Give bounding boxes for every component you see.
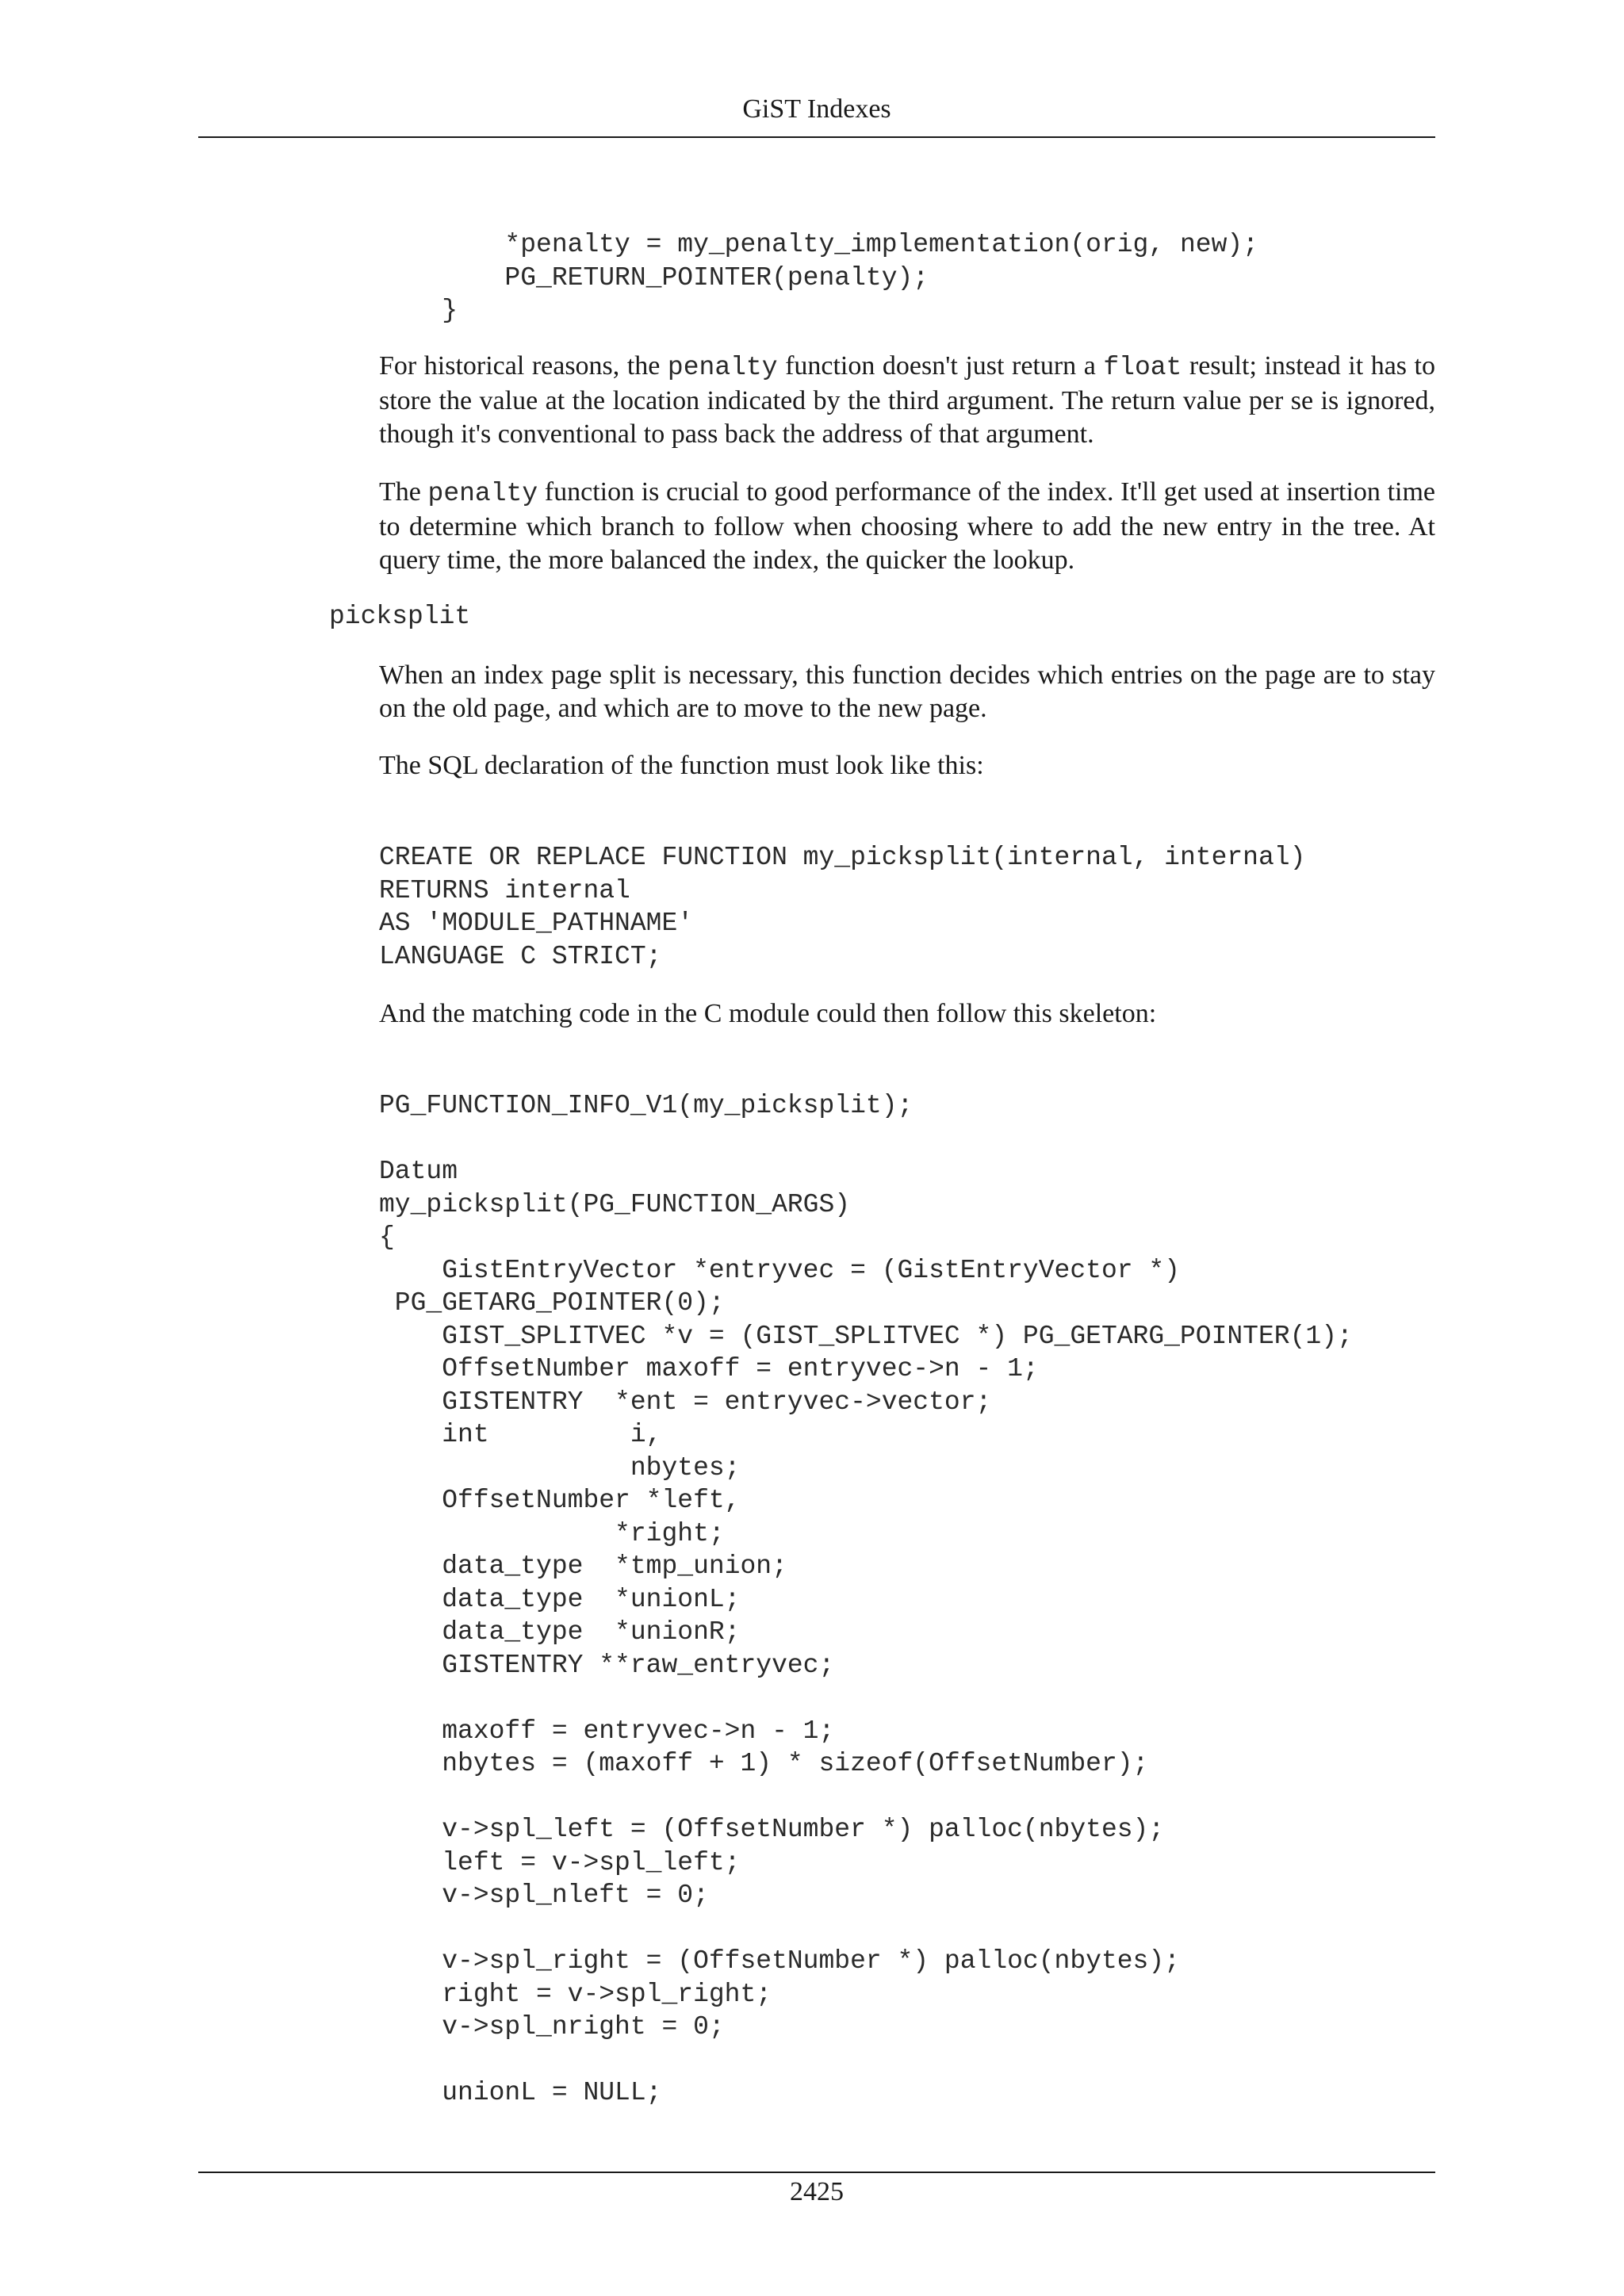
footer-rule [198,2172,1435,2173]
term-picksplit: picksplit [329,602,471,631]
paragraph-penalty-performance [379,476,1435,577]
para2-text-1: The [379,477,428,507]
para1-text-1: For historical reasons, the [379,351,668,381]
inline-code-penalty: penalty [427,479,538,508]
page-number: 2425 [790,2177,844,2206]
code-block-c-skeleton: PG_FUNCTION_INFO_V1(my_picksplit); Datum my_picksplit(PG_FUNCTION_ARGS) { GistEntryVector *entryvec = (GistEntryVector *) PG_GETARG_POINTER(0); GIST_SPLITVEC *v = (GIST_SPLITVEC *) PG_GETARG_POINTER(1); OffsetNumber maxoff = entryvec->n - 1; GISTENTRY *ent = entryvec->vector; int i, nbytes; OffsetNumber *left, *right; data_type *tmp_union; data_type *unionL; data_type *unionR; GISTENTRY **raw_entryvec; maxoff = entryvec->n - 1; nbytes = (maxoff + 1) * sizeof(OffsetNumber); v->spl_left = (OffsetNumber *) palloc(nbytes); left = v->spl_left; v->spl_nleft = 0; v->spl_right = (OffsetNumber *) palloc(nbytes); right = v->spl_right; v->spl_nright = 0; unionL = NULL; [379,1091,1353,2107]
code-block-penalty-tail: *penalty = my_penalty_implementation(orig, new); PG_RETURN_POINTER(penalty); } [442,230,1258,325]
inline-code-penalty: penalty [667,353,778,382]
paragraph-c-module-intro: And the matching code in the C module could then follow this skeleton: [379,999,1157,1028]
code-block-sql-declaration: CREATE OR REPLACE FUNCTION my_picksplit(internal, internal) RETURNS internal AS 'MODULE_PATHNAME' LANGUAGE C STRICT; [379,843,1306,971]
inline-code-float: float [1103,353,1182,382]
paragraph-sql-declaration-intro: The SQL declaration of the function must look like this: [379,751,984,780]
running-header: GiST Indexes [742,94,891,124]
paragraph-picksplit-description: When an index page split is necessary, this function decides which entries on the page are to stay on the old page, and which are to move to the new page. [379,660,1435,723]
header-rule [198,136,1435,138]
paragraph-historical-reasons [379,350,1435,451]
para2-text-2: function is crucial to good performance of the index. It'll get used at insertion time to determine which branch to follow when choosing where to add the new entry in the tree. At query time, the more balanced the index, the quicker the lookup. [379,477,1436,575]
para1-text-2: function doesn't just return a [777,351,1104,381]
para1-text-3: result; instead it has to store the value at the location indicated by the third argument. The return value per se is ignored, though it's conventional to pass back the address of that argument. [379,351,1435,449]
